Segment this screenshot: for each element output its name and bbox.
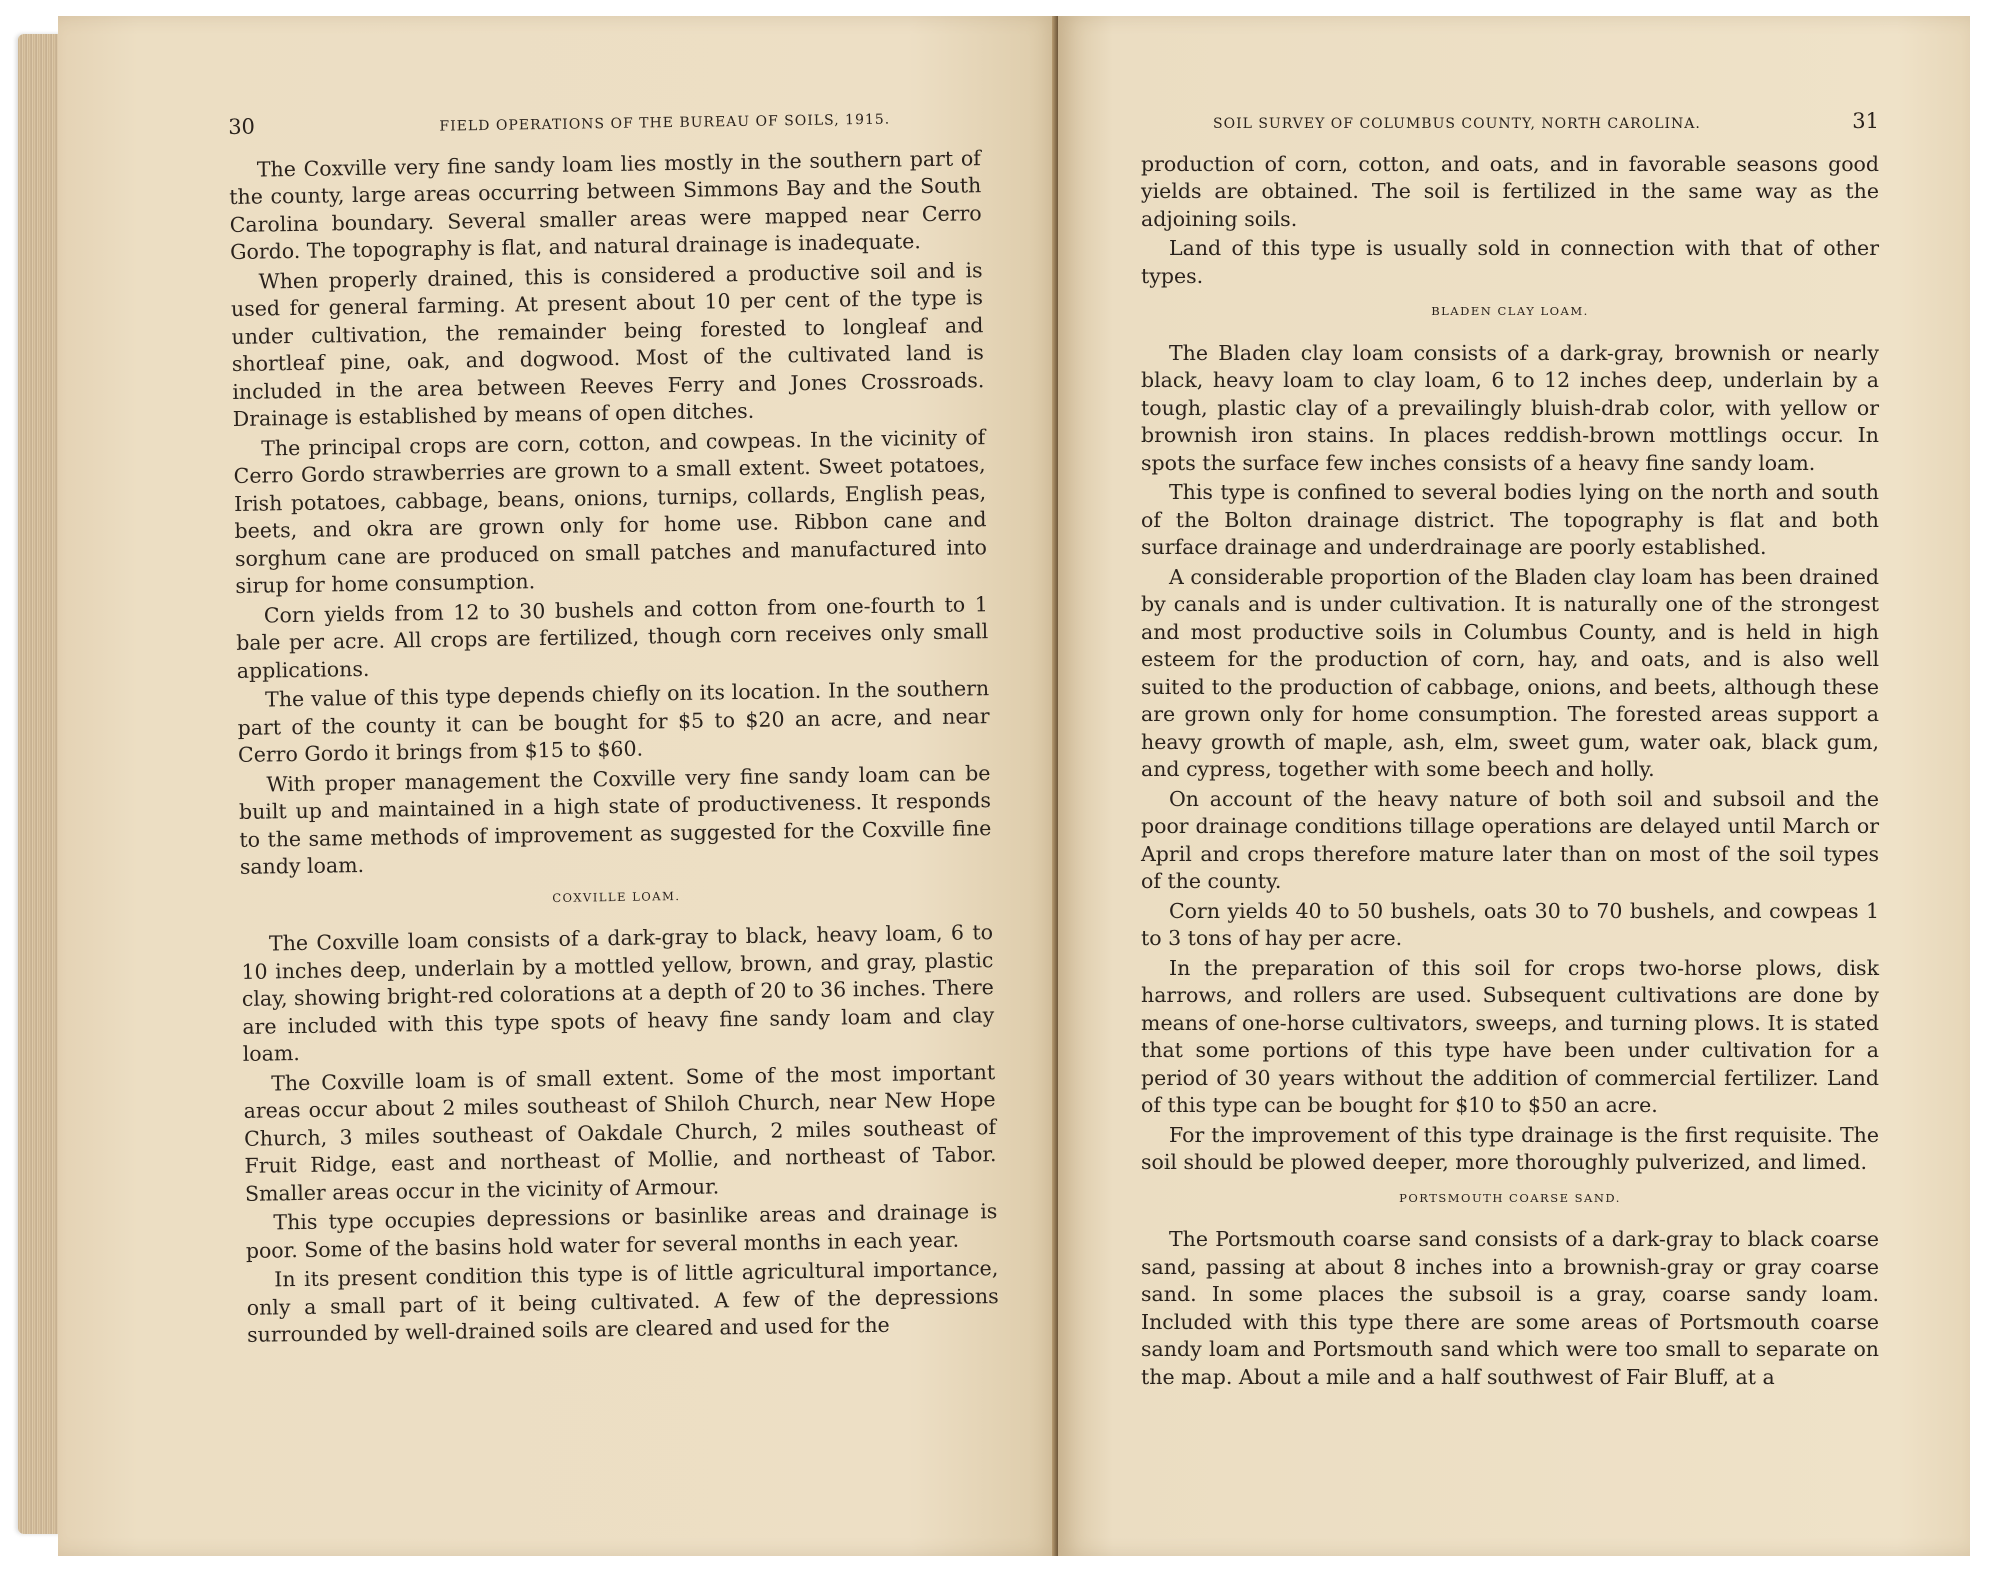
paragraph: Corn yields from 12 to 30 bushels and cotton from one-fourth to 1 bale per acre. All crops are fertilized, though corn receives only small applications. (236, 591, 989, 683)
paragraph: Land of this type is usually sold in connection with that of other types. (1141, 236, 1879, 288)
paragraph: A considerable proportion of the Bladen clay loam has been drained by canals and is under cultivation. It is naturally one of the strongest and most productive soils in Columbus County, and is held in high esteem for the production of corn, hay, and oats, and is also well suited to the production of cabbage, onions, and beets, although these are grown only for home consumption. The forested areas support a heavy growth of maple, ash, elm, sweet gum, water oak, black gum, and cypress, together with some beech and holly. (1141, 564, 1879, 781)
left-page (58, 16, 1058, 1556)
paragraph: This type is confined to several bodies lying on the north and south of the Bolton drainage district. The topography is flat and both surface drainage and underdrainage are poorly established. (1141, 480, 1879, 559)
paragraph: The Coxville very fine sandy loam lies mostly in the southern part of the county, large areas occurring between Simmons Bay and the South Carolina boundary. Several smaller areas were mapped near Cerro Gordo. The topography is flat, and natural drainage is inadequate. (229, 145, 982, 264)
left-page-number: 30 (228, 114, 256, 139)
paragraph: In the preparation of this soil for crops two-horse plows, disk harrows, and rollers are used. Subsequent cultivations are done by means of one-horse cultivators, sweeps, and turning plows. It is stated that some portions of this type have been under cultivation for a period of 30 years without the addition of commercial fertilizer. Land of this type can be bought for $10 to $50 an acre. (1141, 955, 1879, 1117)
right-running-title: SOIL SURVEY OF COLUMBUS COUNTY, NORTH CAROLINA. (1213, 116, 1701, 132)
paragraph: In its present condition this type is of little agricultural importance, only a small part of it being cultivated. A few of the depressions surrounded by well-drained soils are cleared and used for the (246, 1256, 999, 1347)
paragraph: This type occupies depressions or basinlike areas and drainage is poor. Some of the basins hold water for several months in each year. (245, 1199, 998, 1263)
right-running-head (1141, 108, 1879, 139)
left-running-title: FIELD OPERATIONS OF THE BUREAU OF SOILS, 1915. (439, 111, 891, 135)
section-heading-portsmouth-coarse-sand: PORTSMOUTH COARSE SAND. (1399, 1190, 1621, 1205)
paragraph: The Portsmouth coarse sand consists of a dark-gray to black coarse sand, passing at about 8 inches into a brownish-gray or gray coarse sand. In some places the subsoil is a gray, coarse sandy loam. Included with this type there are some areas of Portsmouth coarse sandy loam and Portsmouth sand which were too small to separate on the map. About a mile and a half southwest of Fair Bluff, at a (1141, 1227, 1879, 1389)
right-page (1058, 16, 1970, 1556)
paragraph: The principal crops are corn, cotton, and cowpeas. In the vicinity of Cerro Gordo strawberries are grown to a small extent. Sweet potatoes, Irish potatoes, cabbage, beans, onions, turnips, collards, English peas, beets, and okra are grown only for home use. Ribbon cane and sorghum cane are produced on small patches and manufactured into sirup for home consumption. (233, 424, 988, 598)
section-heading-coxville-loam: COXVILLE LOAM. (552, 888, 681, 905)
paragraph: The Coxville loam is of small extent. Some of the most important areas occur about 2 miles southeast of Shiloh Church, near New Hope Church, 3 miles southeast of Oakdale Church, 2 miles southeast of Fruit Ridge, east and northeast of Mollie, and northeast of Tabor. Smaller areas occur in the vicinity of Armour. (243, 1059, 997, 1206)
paragraph: When properly drained, this is considered a productive soil and is used for general farming. At present about 10 per cent of the type is under cultivation, the remainder being forested to longleaf and shortleaf pine, oak, and dogwood. Most of the cultivated land is included in the area between Reeves Ferry and Jones Crossroads. Drainage is established by means of open ditches. (230, 257, 985, 431)
section-heading-bladen-clay-loam: BLADEN CLAY LOAM. (1431, 304, 1589, 318)
open-book (18, 16, 1968, 1556)
paragraph: The Coxville loam consists of a dark-gray to black, heavy loam, 6 to 10 inches deep, underlain by a mottled yellow, brown, and gray, plastic clay, showing bright-red colorations at a depth of 20 to 36 inches. There are included with this type spots of heavy fine sandy loam and clay loam. (241, 920, 995, 1066)
paragraph: The value of this type depends chiefly on its location. In the southern part of the county it can be bought for $5 to $20 an acre, and near Cerro Gordo it brings from $15 to $60. (237, 676, 990, 767)
paragraph: For the improvement of this type drainage is the first requisite. The soil should be plowed deeper, more thoroughly pulverized, and limed. (1141, 1122, 1879, 1174)
right-page-content (1141, 108, 1879, 1393)
paragraph: production of corn, cotton, and oats, and in favorable seasons good yields are obtained. The soil is fertilized in the same way as the adjoining soils. (1141, 151, 1879, 231)
right-page-number: 31 (1852, 109, 1879, 133)
paragraph: The Bladen clay loam consists of a dark-gray, brownish or nearly black, heavy loam to clay loam, 6 to 12 inches deep, underlain by a tough, plastic clay of a prevailingly bluish-drab color, with yellow or brownish iron stains. In places reddish-brown mottlings occur. In spots the surface few inches consists of a heavy fine sandy loam. (1141, 340, 1879, 475)
paragraph: On account of the heavy nature of both soil and subsoil and the poor drainage conditions tillage operations are delayed until March or April and crops therefore mature later than on most of the soil types of the county. (1141, 786, 1879, 893)
left-running-head (228, 102, 980, 144)
paragraph: Corn yields 40 to 50 bushels, oats 30 to 70 bushels, and cowpeas 1 to 3 tons of hay per acre. (1141, 898, 1879, 950)
left-page-content (228, 102, 999, 1351)
paragraph: With proper management the Coxville very fine sandy loam can be built up and maintained in a high state of productiveness. It responds to the same methods of improvement as suggested for the Coxville fine sandy loam. (238, 760, 992, 879)
